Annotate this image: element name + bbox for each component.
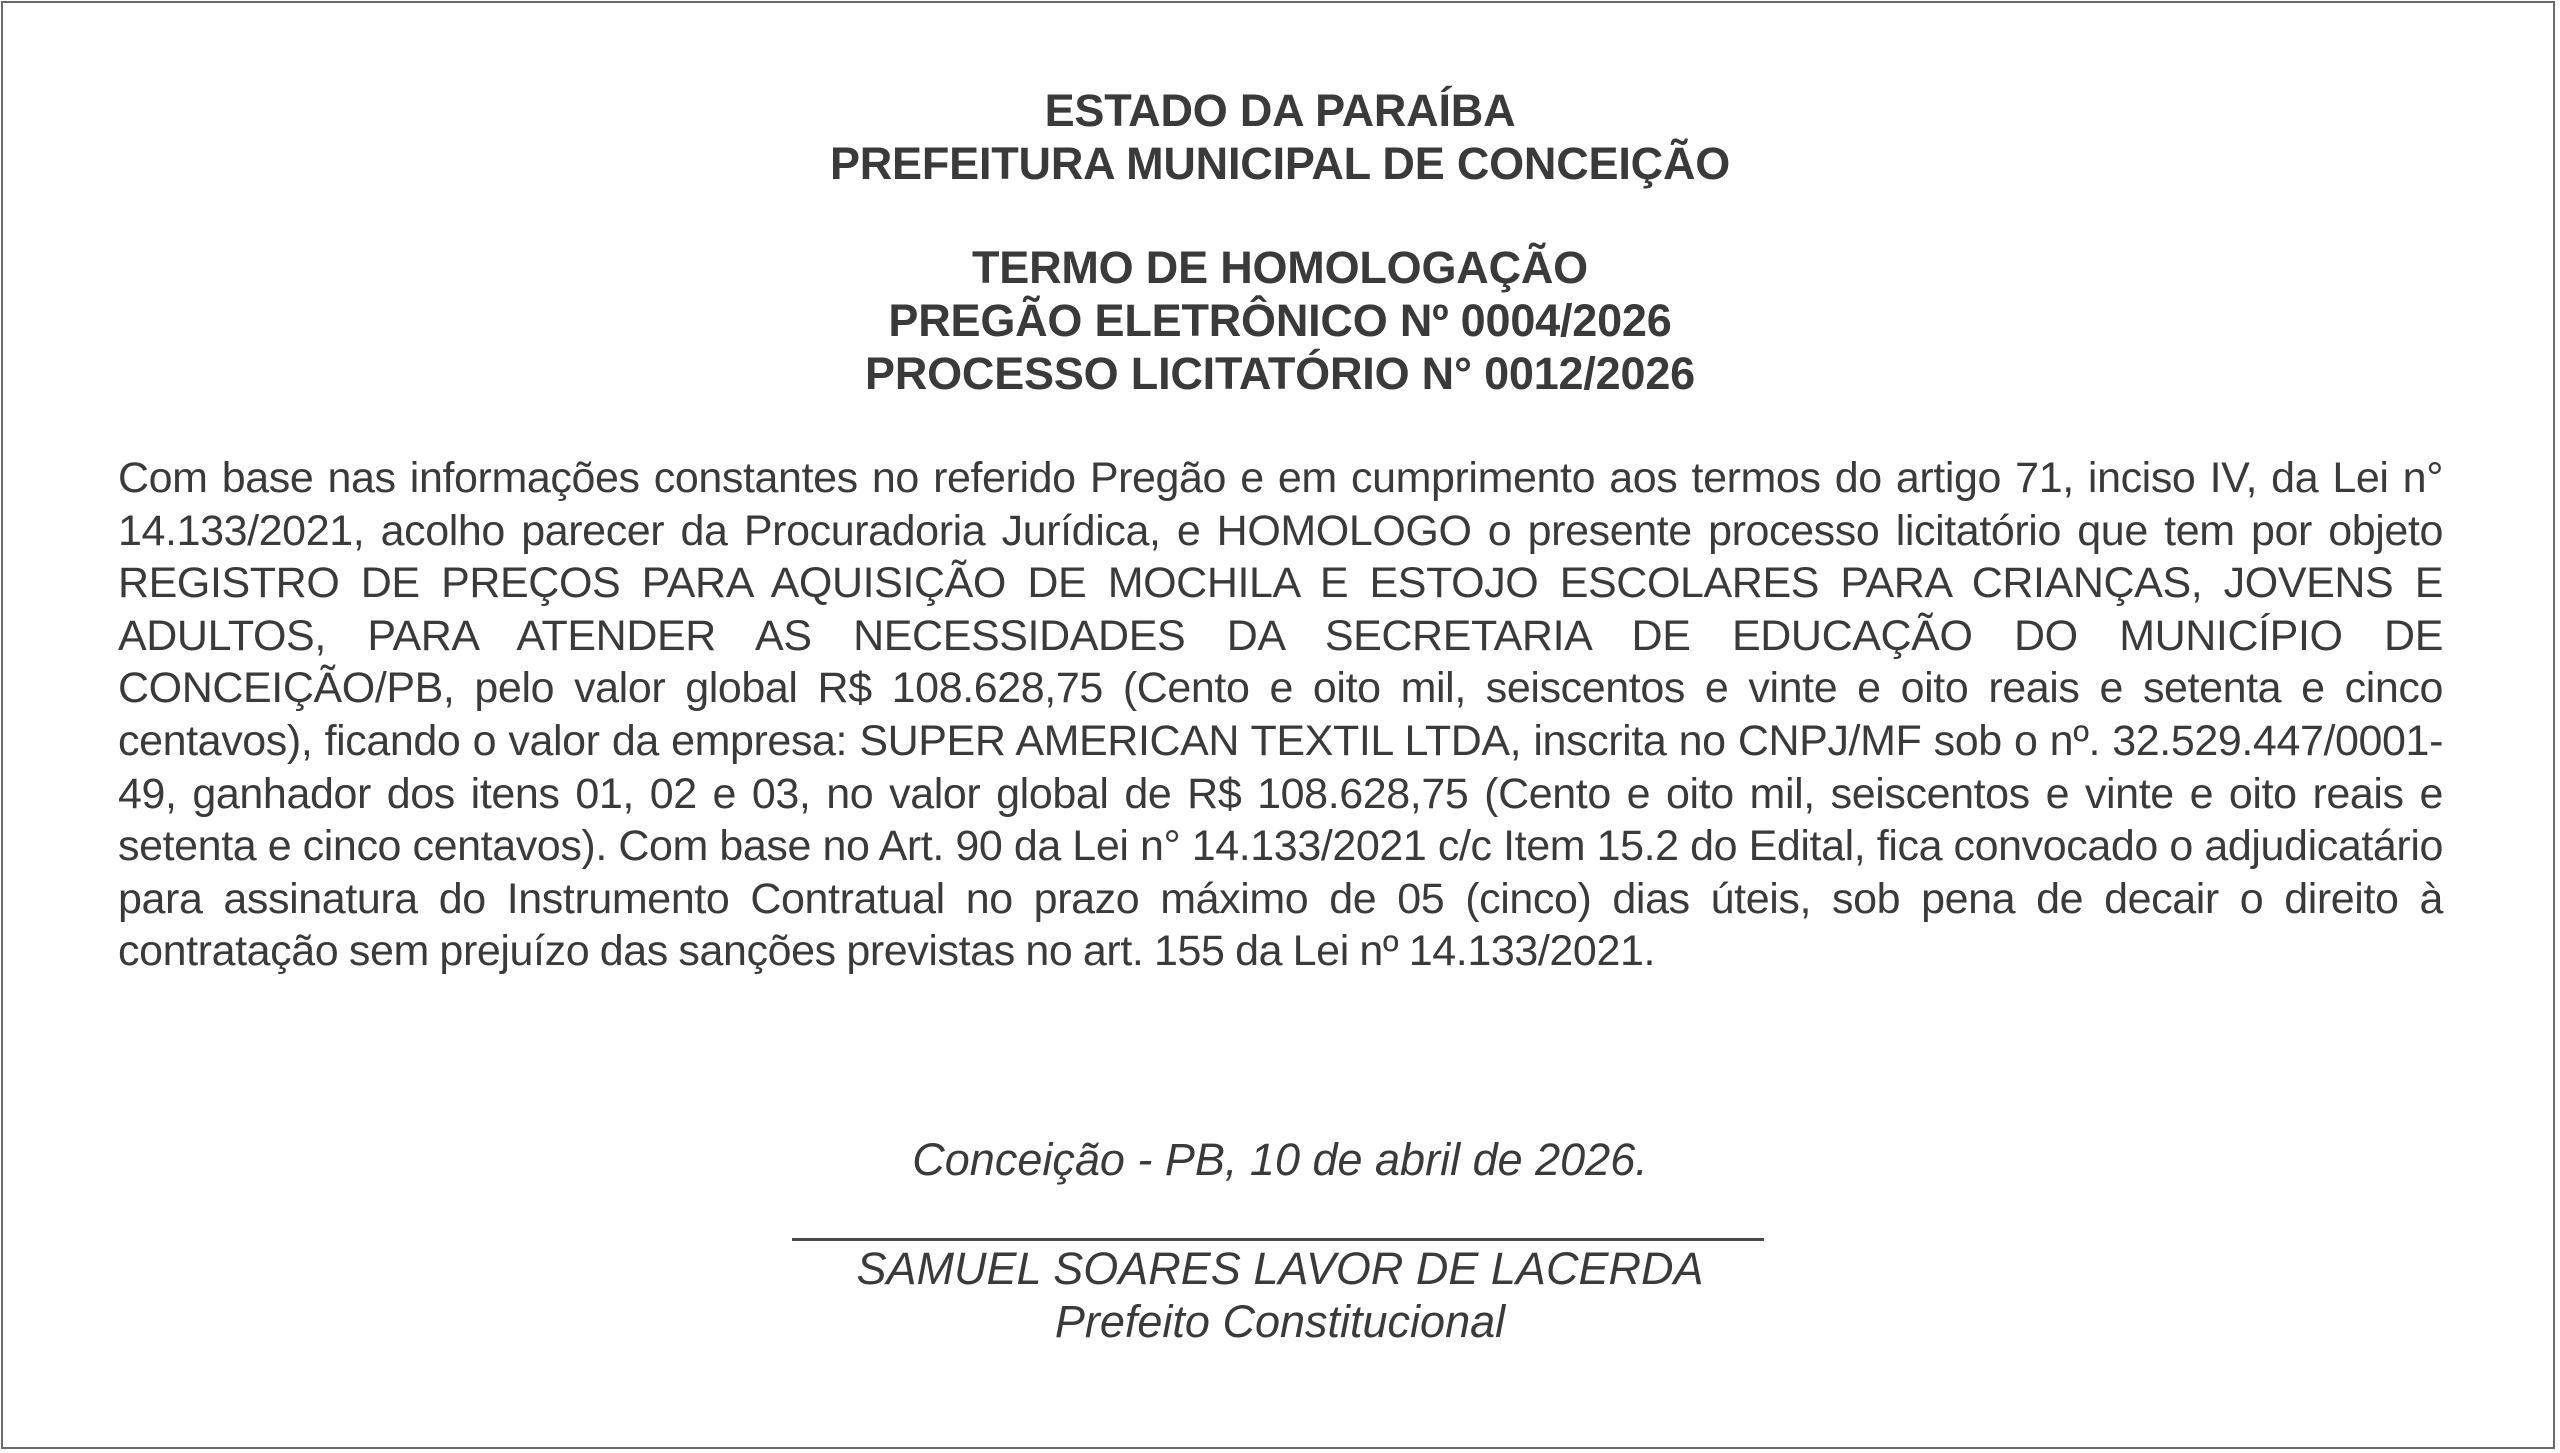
processo-number: PROCESSO LICITATÓRIO N° 0012/2026 [865,348,1695,399]
signatory-role: Prefeito Constitucional [1054,1296,1506,1347]
signature-line [792,1238,1764,1241]
municipality-name: PREFEITURA MUNICIPAL DE CONCEIÇÃO [829,138,1731,189]
place-and-date: Conceição - PB, 10 de abril de 2026. [912,1134,1648,1185]
document-heading [0,241,2560,400]
signatory-name: SAMUEL SOARES LAVOR DE LACERDA [856,1243,1704,1294]
issuer-header [0,84,2560,190]
document-title: TERMO DE HOMOLOGAÇÃO [972,242,1588,293]
homologation-body: Com base nas informações constantes no referido Pregão e em cumprimento aos termos do artigo 71, inciso IV, da Lei n° 14.133/2021, acolho parecer da Procuradoria Jurídica, e HOMOLOGO o presente processo licitatório que tem por objeto REGISTRO DE PREÇOS PARA AQUISIÇÃO DE MOCHILA E ESTOJO ESCOLARES PARA CRIANÇAS, JOVENS E ADULTOS, PARA ATENDER AS NECESSIDADES DA SECRETARIA DE EDUCAÇÃO DO MUNICÍPIO DE CONCEIÇÃO/PB, pelo valor global R$ 108.628,75 (Cento e oito mil, seiscentos e vinte e oito reais e setenta e cinco centavos), ficando o valor da empresa: SUPER AMERICAN TEXTIL LTDA, inscrita no CNPJ/MF sob o nº. 32.529.447/0001-49, ganhador dos itens 01, 02 e 03, no valor global de R$ 108.628,75 (Cento e oito mil, seiscentos e vinte e oito reais e setenta e cinco centavos). Com base no Art. 90 da Lei n° 14.133/2021 c/c Item 15.2 do Edital, fica convocado o adjudicatário para assinatura do Instrumento Contratual no prazo máximo de 05 (cinco) dias úteis, sob pena de decair o direito à contratação sem prejuízo das sanções previstas no art. 155 da Lei nº 14.133/2021. [118,454,2443,976]
state-name: ESTADO DA PARAÍBA [1044,85,1516,136]
pregao-number: PREGÃO ELETRÔNICO Nº 0004/2026 [888,295,1672,346]
